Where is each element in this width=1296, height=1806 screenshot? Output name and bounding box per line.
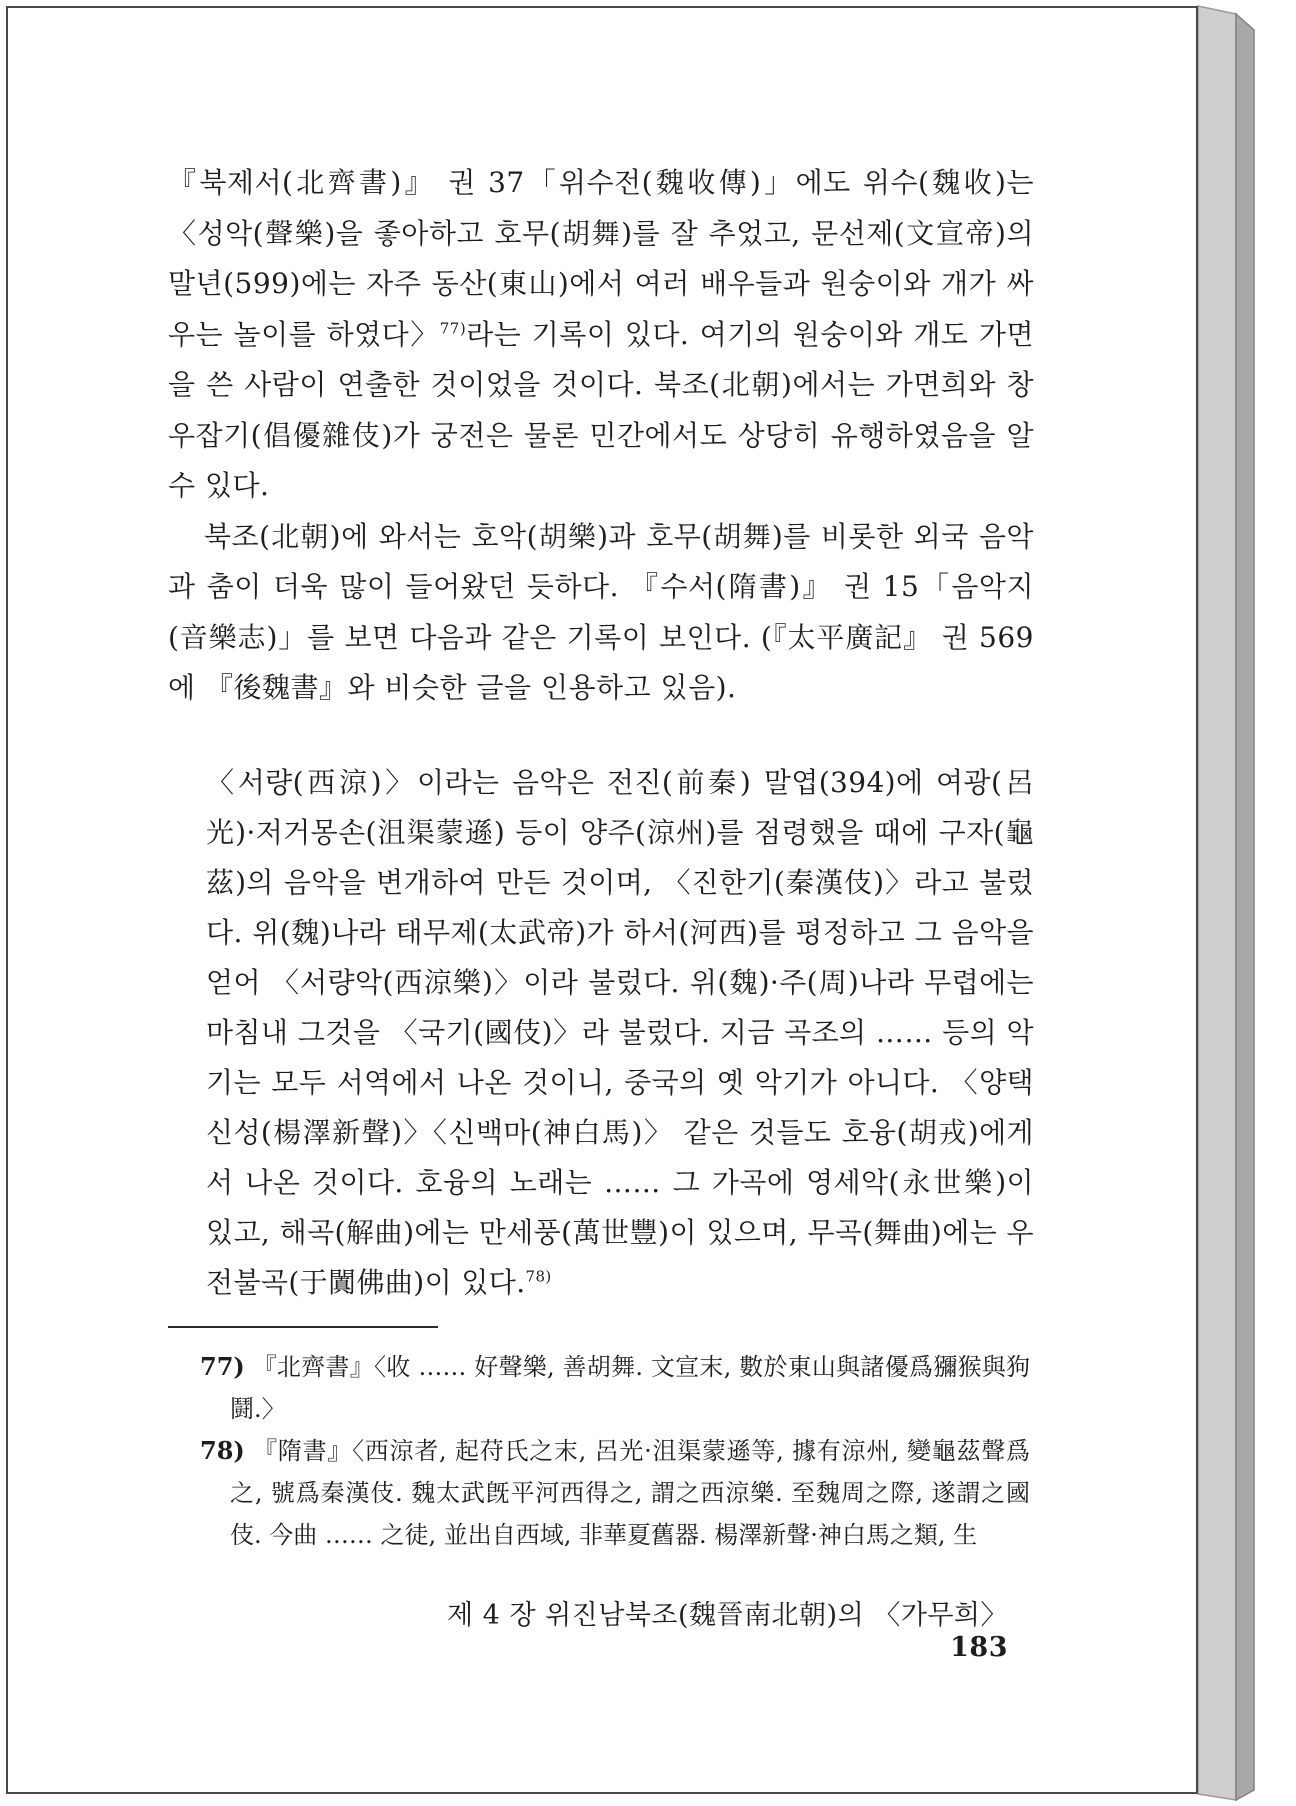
paragraph-1-continuation: 라는 기록이 있다. 여기의 원숭이와 개도 가면을 쓴 사람이 연출한 것이었을 것이다. 북조(北朝)에서는 가면희와 창우잡기(倡優雜伎)가 궁전은 물론 민간에서도 상당히 유행하였음을 알수 있다. — [168, 317, 1034, 502]
footnote-text: 『隋書』〈西涼者, 起苻氏之末, 呂光·沮渠蒙遜等, 據有涼州, 變龜茲聲爲之, 號爲秦漢伎. 魏太武旣平河西得之, 謂之西涼樂. 至魏周之際, 遂謂之國伎. 今曲 …… 之徒, 並出自西域, 非華夏舊器. 楊澤新聲·神白馬之類, 生 — [230, 1436, 1030, 1549]
footnote-number: 78) — [200, 1435, 245, 1465]
footnote-divider — [168, 1326, 438, 1328]
page-number: 183 — [950, 1632, 1008, 1663]
footnote-number: 77) — [200, 1351, 245, 1381]
footnote-ref-78: 78) — [525, 1267, 552, 1286]
footnotes — [200, 1346, 1030, 1556]
footnote-text: 『北齊書』〈收 …… 好聲樂, 善胡舞. 文宣末, 數於東山與諸優爲獼猴與狗鬪.〉 — [230, 1352, 1030, 1423]
paragraph-1-text: 『북제서(北齊書)』 권 37「위수전(魏收傳)」에도 위수(魏收)는 〈성악(聲樂)을 좋아하고 호무(胡舞)를 잘 추었고, 문선제(文宣帝)의 말년(599)에는 자주 동산(東山)에서 여러 배우들과 원숭이와 개가 싸우는 놀이를 하였다〉 — [168, 166, 1034, 351]
running-footer — [408, 1593, 1008, 1663]
footnote-77 — [200, 1346, 1030, 1430]
quote-text: 〈서량(西涼)〉이라는 음악은 전진(前秦) 말엽(394)에 여광(呂光)·저거몽손(沮渠蒙遜) 등이 양주(涼州)를 점령했을 때에 구자(龜茲)의 음악을 변개하여 만든 것이며, 〈진한기(秦漢伎)〉라고 불렀다. 위(魏)나라 태무제(太武帝)가 하서(河西)를 평정하고 그 음악을 얻어 〈서량악(西涼樂)〉이라 불렀다. 위(魏)·주(周)나라 무렵에는 마침내 그것을 〈국기(國伎)〉라 불렀다. 지금 곡조의 …… 등의 악기는 모두 서역에서 나온 것이니, 중국의 옛 악기가 아니다. 〈양택신성(楊澤新聲)〉〈신백마(神白馬)〉 같은 것들도 호융(胡戎)에게서 나온 것이다. 호융의 노래는 …… 그 가곡에 영세악(永世樂)이 있고, 해곡(解曲)에는 만세풍(萬世豐)이 있으며, 무곡(舞曲)에는 우전불곡(于闐佛曲)이 있다. — [206, 765, 1034, 1299]
footnote-ref-77: 77) — [439, 319, 467, 338]
body-paragraph-2: 북조(北朝)에 와서는 호악(胡樂)과 호무(胡舞)를 비롯한 외국 음악과 춤이 더욱 많이 들어왔던 듯하다. 『수서(隋書)』 권 15「음악지(音樂志)」를 보면 다음과 같은 기록이 보인다. (『太平廣記』 권 569에 『後魏書』와 비슷한 글을 인용하고 있음). — [168, 519, 1034, 704]
page-content — [168, 158, 1034, 1556]
chapter-title: 제 4 장 위진남북조(魏晉南北朝)의 〈가무희〉 — [447, 1600, 1008, 1631]
body-paragraph-1 — [168, 158, 1034, 512]
footnote-78 — [200, 1430, 1030, 1556]
block-quote — [206, 758, 1034, 1308]
book-page — [6, 6, 1198, 1794]
